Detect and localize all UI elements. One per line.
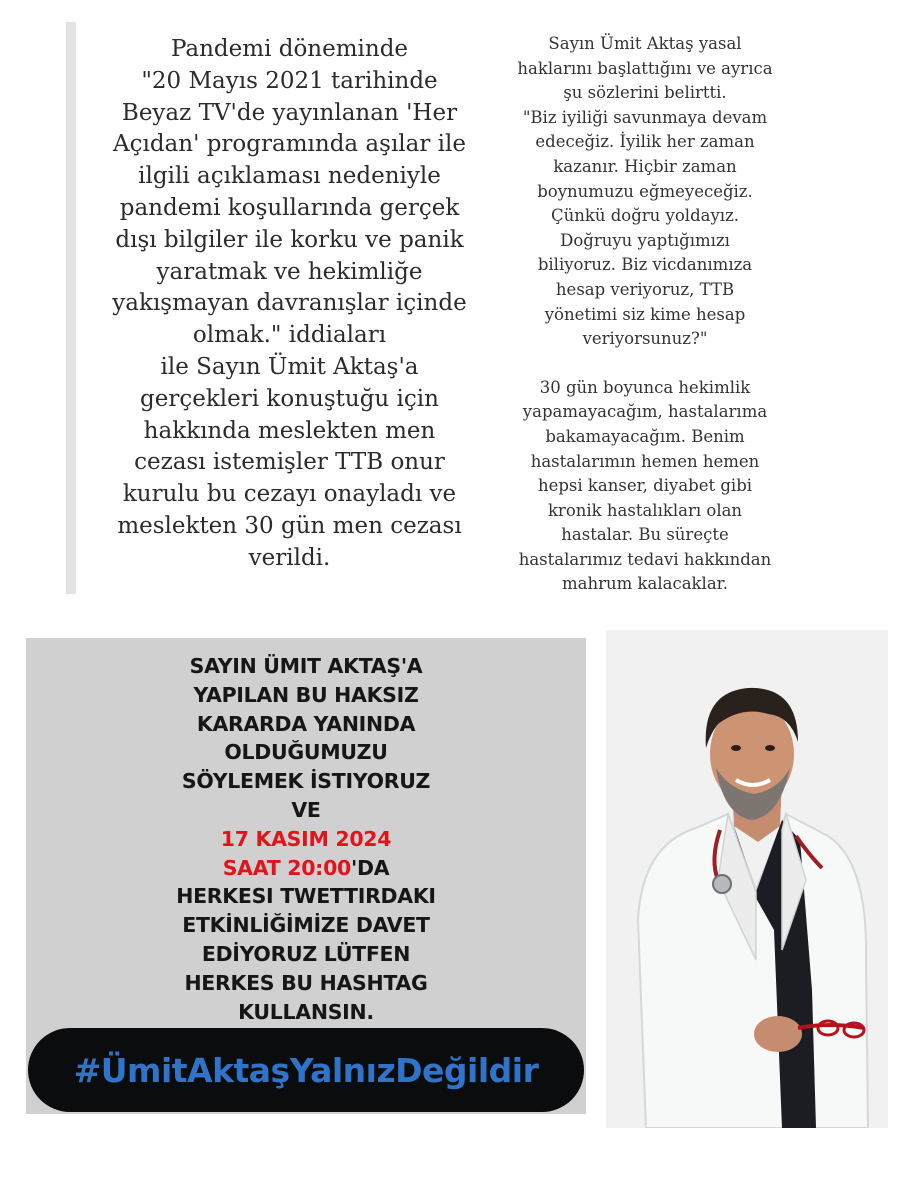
text-line: olmak." iddiaları xyxy=(192,322,387,349)
announcement-line: KARARDA YANINDA xyxy=(196,711,416,736)
text-line: Beyaz TV'de yayınlanan 'Her xyxy=(121,99,458,126)
text-line: yakışmayan davranışlar içinde xyxy=(112,290,467,317)
statement-line: hastalar. Bu süreçte xyxy=(561,525,729,545)
hashtag-banner xyxy=(28,1028,584,1112)
right-column-text xyxy=(500,32,790,597)
quote-line: Çünkü doğru yoldayız. xyxy=(550,206,740,226)
text-line: cezası istemişler TTB onur xyxy=(134,449,445,476)
text-line: "20 Mayıs 2021 tarihinde xyxy=(141,67,438,94)
quote-line: "Biz iyiliği savunmaya devam xyxy=(522,107,768,127)
statement-line: yapamayacağım, hastalarıma xyxy=(522,402,768,422)
text-line: dışı bilgiler ile korku ve panik xyxy=(115,226,464,253)
text-line: gerçekleri konuştuğu için xyxy=(140,385,439,412)
quote-line: hesap veriyoruz, TTB xyxy=(555,279,735,299)
announcement-line: SÖYLEMEK İSTIYORUZ xyxy=(181,769,431,794)
quote-line: Sayın Ümit Aktaş yasal xyxy=(548,34,742,53)
text-line: Pandemi döneminde xyxy=(170,36,409,62)
statement-line: hastalarımın hemen hemen xyxy=(530,451,760,471)
text-line: ilgili açıklaması nedeniyle xyxy=(138,163,441,190)
announcement-line: SAYIN ÜMIT AKTAŞ'A xyxy=(189,654,423,678)
quote-line: yönetimi siz kime hesap xyxy=(544,304,746,324)
announcement-line: ETKİNLİĞİMİZE DAVET xyxy=(182,913,430,938)
announcement-line: EDİYORUZ LÜTFEN xyxy=(201,941,411,966)
announcement-line: YAPILAN BU HAKSIZ xyxy=(193,682,419,707)
announcement-line: HERKES BU HASHTAG xyxy=(184,970,428,995)
statement-line: 30 gün boyunca hekimlik xyxy=(539,377,751,397)
text-line: ile Sayın Ümit Aktaş'a xyxy=(160,353,419,380)
quote-line: biliyoruz. Biz vicdanımıza xyxy=(537,255,753,275)
event-time-suffix: 'DA xyxy=(351,855,390,880)
quote-line: Doğruyu yaptığımızı xyxy=(560,230,730,250)
quote-line: boynumuzu eğmeyeceğiz. xyxy=(537,181,753,201)
quote-line: haklarını başlattığını ve ayrıca xyxy=(517,58,773,78)
left-column-text xyxy=(92,34,487,575)
text-line: pandemi koşullarında gerçek xyxy=(119,194,460,221)
event-date: 17 KASIM 2024 xyxy=(220,826,392,851)
statement-line: bakamayacağım. Benim xyxy=(545,426,745,446)
statement-line: hastalarımız tedavi hakkından xyxy=(518,549,772,569)
hashtag-text: #ÜmitAktaşYalnızDeğildir xyxy=(73,1050,539,1090)
text-line: kurulu bu cezayı onayladı ve xyxy=(122,481,457,508)
event-time-line xyxy=(26,854,586,883)
quote-line: şu sözlerini belirtti. xyxy=(563,83,727,103)
statement-line: kronik hastalıkları olan xyxy=(547,500,743,520)
statement-line: hepsi kanser, diyabet gibi xyxy=(537,476,753,496)
quote-line: kazanır. Hiçbir zaman xyxy=(553,156,737,176)
announcement-line: OLDUĞUMUZU xyxy=(224,740,388,765)
text-line: yaratmak ve hekimliğe xyxy=(156,258,423,285)
text-line: verildi. xyxy=(248,544,331,571)
statement-line: mahrum kalacaklar. xyxy=(562,574,728,594)
text-line: Açıdan' programında aşılar ile xyxy=(112,131,467,158)
announcement-line: HERKESI TWETTIRDAKI xyxy=(176,884,436,909)
announcement-text xyxy=(26,652,586,1026)
text-line: hakkında meslekten men xyxy=(143,417,436,444)
paragraph-gap xyxy=(500,352,790,376)
doctor-photo xyxy=(606,630,888,1128)
quote-line: edeceğiz. İyilik her zaman xyxy=(535,132,755,152)
text-line: meslekten 30 gün men cezası xyxy=(117,512,462,539)
quote-line: veriyorsunuz?" xyxy=(582,329,708,349)
announcement-line: VE xyxy=(291,797,321,822)
event-time: SAAT 20:00 xyxy=(222,855,351,880)
doctor-illustration xyxy=(606,630,888,1128)
announcement-line: KULLANSIN. xyxy=(238,999,374,1024)
